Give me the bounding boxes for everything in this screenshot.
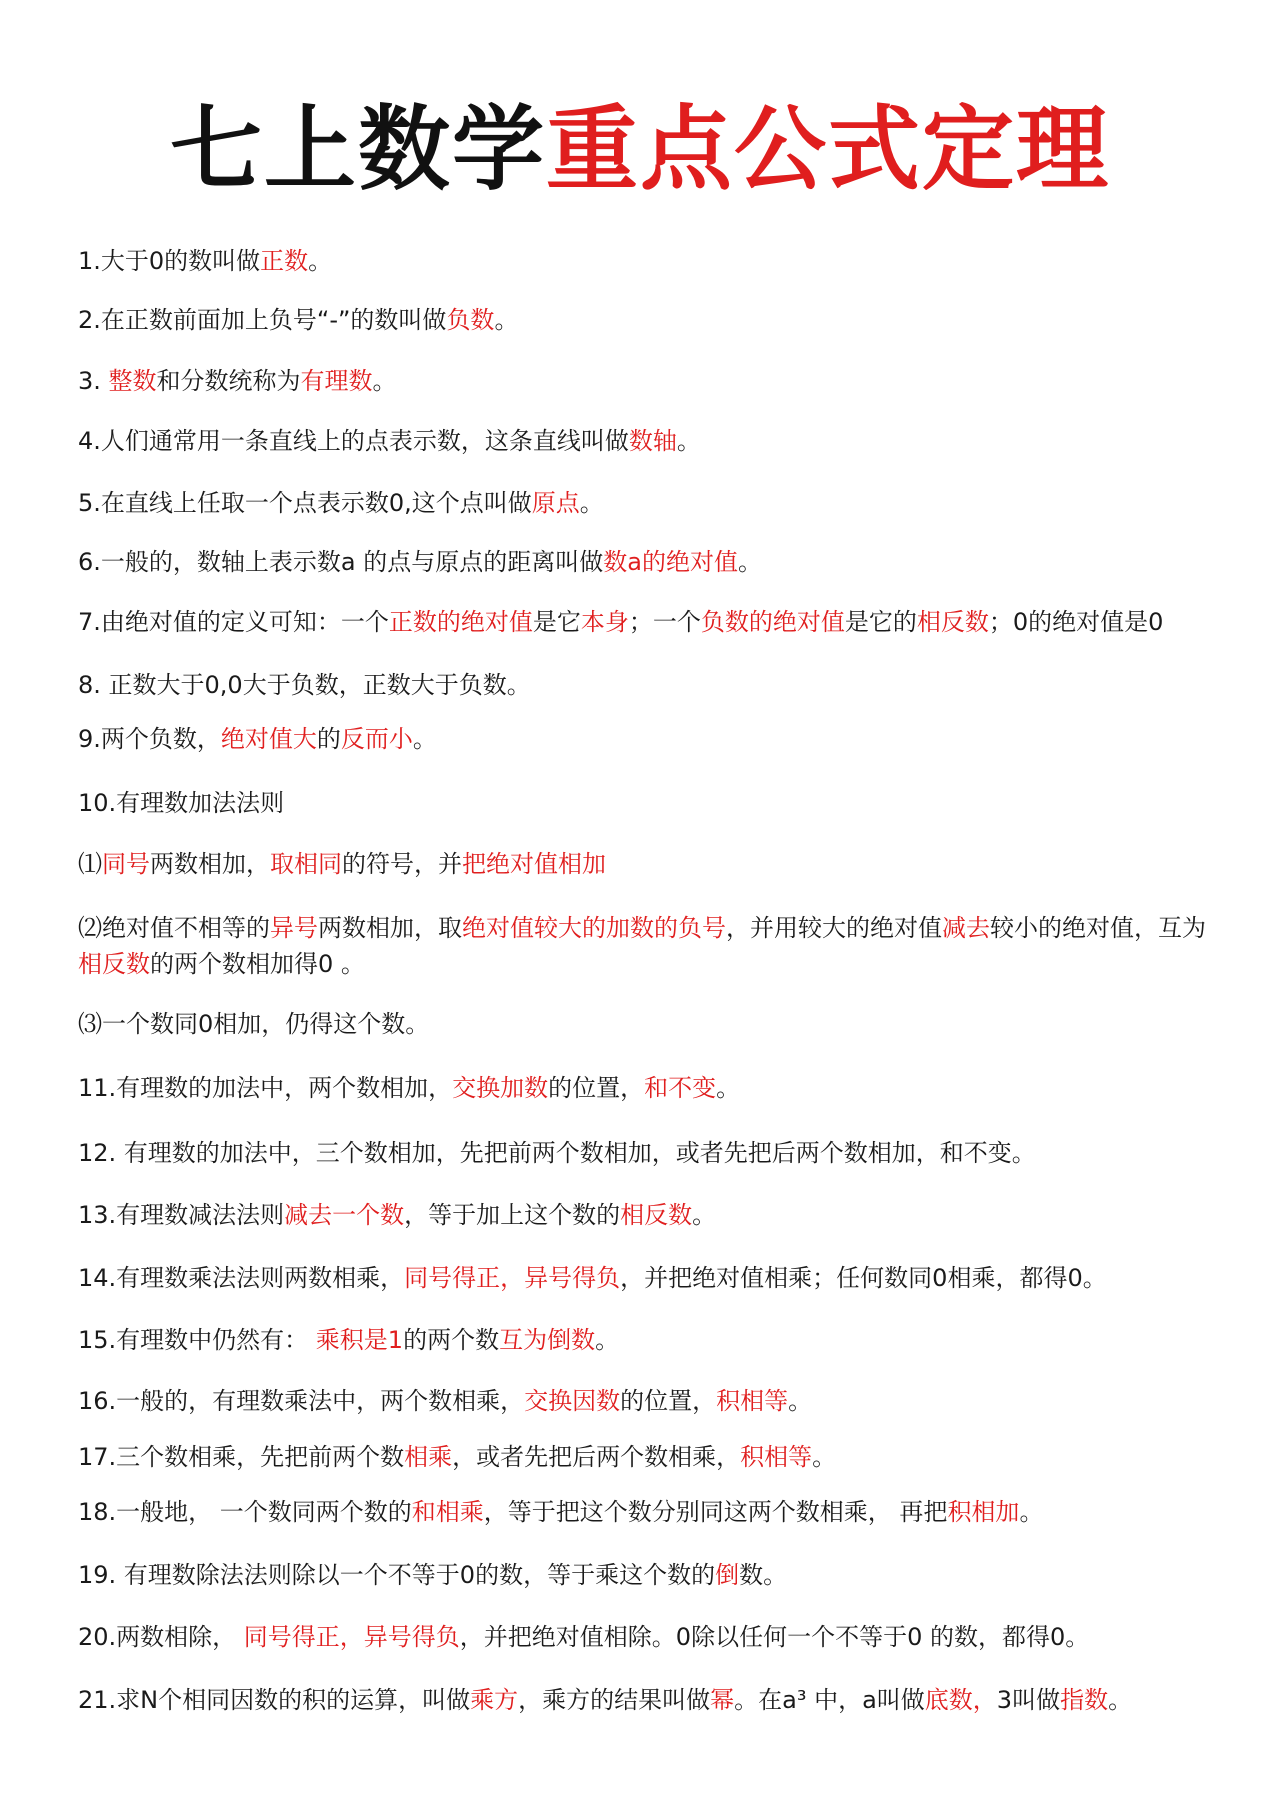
item-text: 。: [372, 367, 397, 395]
formula-item: [78, 245, 1208, 277]
highlight-text: 指数: [1060, 1686, 1109, 1714]
item-text: 5.在直线上任取一个点表示数0,这个点叫做: [78, 489, 532, 517]
formula-item: [78, 1684, 1208, 1716]
item-text: 15.有理数中仍然有：: [78, 1326, 316, 1354]
item-text: ；一个: [628, 608, 701, 636]
highlight-text: 反而小: [340, 725, 413, 753]
item-text: ，乘方的结果叫做: [518, 1686, 711, 1714]
item-text: 8. 正数大于0,0大于负数，正数大于负数。: [78, 671, 531, 699]
item-text: 的位置，: [548, 1074, 645, 1102]
item-text: 是它: [532, 608, 581, 636]
item-text: 17.三个数相乘，先把前两个数: [78, 1443, 405, 1471]
highlight-text: 正数的绝对值: [388, 608, 533, 636]
item-text: 。: [494, 306, 519, 334]
highlight-text: 交换因数: [524, 1387, 621, 1415]
highlight-text: 相反数: [916, 608, 989, 636]
item-text: 。: [737, 548, 762, 576]
highlight-text: 异号: [270, 914, 318, 942]
item-text: ，并用较大的绝对值: [726, 914, 942, 942]
item-text: 是它的: [844, 608, 917, 636]
formula-item: [78, 669, 1208, 701]
item-text: 9.两个负数，: [78, 725, 221, 753]
formula-item: [78, 1008, 1208, 1040]
formula-item: [78, 425, 1208, 457]
item-text: 14.有理数乘法法则两数相乘，: [78, 1264, 405, 1292]
highlight-text: 负数的绝对值: [700, 608, 845, 636]
highlight-text: 交换加数: [452, 1074, 549, 1102]
item-text: 6.一般的，数轴上表示数a 的点与原点的距离叫做: [78, 548, 604, 576]
item-text: 21.求N个相同因数的积的运算，叫做: [78, 1686, 471, 1714]
highlight-text: 正数: [260, 247, 309, 275]
item-text: ⑴: [78, 850, 102, 878]
highlight-text: 幂: [710, 1686, 735, 1714]
highlight-text: 本身: [580, 608, 629, 636]
formula-item: [78, 304, 1208, 336]
highlight-text: 取相同: [270, 850, 342, 878]
formula-item: [78, 848, 1208, 880]
item-text: ；0的绝对值是0: [988, 608, 1164, 636]
highlight-text: 数a的绝对值: [603, 548, 738, 576]
item-text: 10.有理数加法法则: [78, 789, 285, 817]
item-text: 。: [812, 1443, 837, 1471]
item-text: ，或者先把后两个数相乘，: [452, 1443, 741, 1471]
formula-item: [78, 1559, 1208, 1591]
highlight-text: 减去一个数: [284, 1201, 405, 1229]
highlight-text: 相反数: [78, 950, 150, 978]
item-text: ，并把绝对值相乘；任何数同0相乘，都得0。: [620, 1264, 1107, 1292]
item-text: 两数相加，取: [318, 914, 462, 942]
formula-item: [78, 1496, 1208, 1528]
page-title-black: 七上数学: [169, 96, 546, 203]
formula-item: [78, 606, 1208, 638]
highlight-text: 原点: [531, 489, 580, 517]
item-text: 。: [579, 489, 604, 517]
item-text: 11.有理数的加法中，两个数相加，: [78, 1074, 453, 1102]
item-text: 的两个数: [403, 1326, 500, 1354]
formula-item: [78, 1262, 1208, 1294]
item-text: 。: [595, 1326, 620, 1354]
formula-item: [78, 910, 1208, 982]
item-text: 3.: [78, 367, 109, 395]
highlight-text: 相乘: [404, 1443, 453, 1471]
highlight-text: 和不变: [644, 1074, 717, 1102]
highlight-text: 相反数: [620, 1201, 693, 1229]
formula-item: [78, 1385, 1208, 1417]
page-title-red: 重点公式定理: [546, 96, 1111, 203]
highlight-text: 数轴: [628, 427, 677, 455]
formula-item: [78, 1324, 1208, 1356]
item-text: 较小的绝对值，互为: [990, 914, 1206, 942]
item-text: 2.在正数前面加上负号“-”的数叫做: [78, 306, 447, 334]
item-text: 。: [1019, 1498, 1044, 1526]
item-text: 。: [412, 725, 437, 753]
item-text: 4.人们通常用一条直线上的点表示数，这条直线叫做: [78, 427, 629, 455]
formula-item: [78, 787, 1208, 819]
highlight-text: 同号: [102, 850, 150, 878]
item-text: 。: [1108, 1686, 1133, 1714]
item-text: 。: [676, 427, 701, 455]
item-text: ，并把绝对值相除。0除以任何一个不等于0 的数，都得0。: [459, 1623, 1090, 1651]
highlight-text: 积相加: [947, 1498, 1020, 1526]
item-text: 的位置，: [620, 1387, 717, 1415]
formula-item: [78, 723, 1208, 755]
item-text: 的: [316, 725, 341, 753]
item-text: 数。: [739, 1561, 788, 1589]
highlight-text: 底数，: [924, 1686, 997, 1714]
highlight-text: 负数: [446, 306, 495, 334]
item-text: 。: [692, 1201, 717, 1229]
item-text: 18.一般地， 一个数同两个数的: [78, 1498, 412, 1526]
item-text: 19. 有理数除法法则除以一个不等于0的数，等于乘这个数的: [78, 1561, 716, 1589]
item-text: 20.两数相除，: [78, 1623, 244, 1651]
formula-item: [78, 1621, 1208, 1653]
formula-item: [78, 365, 1208, 397]
highlight-text: 减去: [942, 914, 990, 942]
item-text: ，等于加上这个数的: [404, 1201, 621, 1229]
item-text: 的符号，并: [342, 850, 462, 878]
item-text: 两数相加，: [150, 850, 270, 878]
formula-item: [78, 1441, 1208, 1473]
item-text: 。: [716, 1074, 741, 1102]
highlight-text: 把绝对值相加: [462, 850, 606, 878]
item-text: 7.由绝对值的定义可知：一个: [78, 608, 389, 636]
formula-item: [78, 1072, 1208, 1104]
item-text: ，等于把这个数分别同这两个数相乘， 再把: [483, 1498, 948, 1526]
highlight-text: 整数: [108, 367, 157, 395]
item-text: 3叫做: [996, 1686, 1061, 1714]
item-text: 和分数统称为: [156, 367, 301, 395]
formula-item: [78, 487, 1208, 519]
item-text: 。在a³ 中，a叫做: [734, 1686, 925, 1714]
highlight-text: 和相乘: [411, 1498, 484, 1526]
item-text: 13.有理数减法法则: [78, 1201, 285, 1229]
item-text: 的两个数相加得0 。: [150, 950, 365, 978]
item-text: 16.一般的，有理数乘法中，两个数相乘，: [78, 1387, 525, 1415]
highlight-text: 绝对值较大的加数的负号: [462, 914, 726, 942]
highlight-text: 积相等: [716, 1387, 789, 1415]
item-text: 。: [788, 1387, 813, 1415]
formula-item: [78, 1199, 1208, 1231]
highlight-text: 乘积是1: [315, 1326, 404, 1354]
item-text: 1.大于0的数叫做: [78, 247, 261, 275]
highlight-text: 绝对值大: [220, 725, 317, 753]
highlight-text: 积相等: [740, 1443, 813, 1471]
item-text: 。: [308, 247, 333, 275]
formula-item: [78, 546, 1208, 578]
highlight-text: 倒: [715, 1561, 740, 1589]
highlight-text: 同号得正，异号得负: [243, 1623, 460, 1651]
item-text: 12. 有理数的加法中，三个数相加，先把前两个数相加，或者先把后两个数相加，和不变。: [78, 1139, 1036, 1167]
formula-item: [78, 1137, 1208, 1169]
highlight-text: 互为倒数: [499, 1326, 596, 1354]
item-text: ⑶一个数同0相加，仍得这个数。: [78, 1010, 430, 1038]
item-text: ⑵绝对值不相等的: [78, 914, 270, 942]
highlight-text: 乘方: [470, 1686, 519, 1714]
highlight-text: 有理数: [300, 367, 373, 395]
highlight-text: 同号得正，异号得负: [404, 1264, 621, 1292]
